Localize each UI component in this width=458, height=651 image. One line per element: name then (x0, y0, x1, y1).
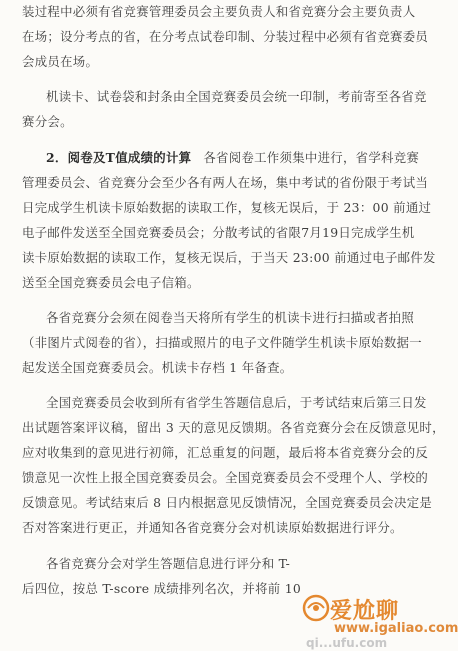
text-run: 各省阅卷工作须集中进行，省学科竞赛 (203, 150, 420, 165)
text-line: 在场；设分考点的省，在分考点试卷印制、分装过程中必须有省竞赛委员 (22, 29, 429, 44)
text-line: 管理委员会、省竞赛分会至少各有两人在场，集中考试的省份限于考试当 (22, 175, 429, 190)
text-line: 各省竞赛分会对学生答题信息进行评分和 T- (46, 556, 291, 571)
text-line: 馈意见一次性上报全国竞赛委员会。全国竞赛委员会不受理个人、学校的 (22, 470, 429, 485)
text-line: 出试题答案评议稿，留出 3 天的意见反馈期。各省竞赛分会在反馈意见时， (22, 420, 445, 435)
text-line: 电子邮件发送至全国竞赛委员会；分散考试的省限7月19日完成学生机 (22, 225, 415, 240)
text-line: 全国竞赛委员会收到所有省学生答题信息后，于考试结束后第三日发 (46, 395, 427, 410)
watermark-url-secondary: qi...ufu.com (306, 636, 388, 650)
section-heading-line (46, 150, 419, 166)
text-line: （非图片式阅卷的省），扫描或照片的电子文件随学生机读卡原始数据一 (22, 335, 422, 350)
text-line: 送至全国竞赛委员会电子信箱。 (22, 275, 200, 290)
watermark (300, 590, 458, 651)
text-line: 起发送全国竞赛委员会。机读卡存档 1 年备查。 (22, 360, 293, 375)
text-line: 应对收集到的意见进行初筛，汇总重复的问题，最后将本省竞赛分会的反 (22, 445, 429, 460)
text-line: 各省竞赛分会须在阅卷当天将所有学生的机读卡进行扫描或者拍照 (46, 310, 415, 325)
watermark-logo-icon (300, 590, 443, 651)
text-line: 机读卡、试卷袋和封条由全国竞赛委员会统一印制，考前寄至各省竞 (46, 89, 427, 104)
watermark-url: www.igaliao.com (334, 621, 458, 636)
text-line: 装过程中必须有省竞赛管理委员会主要负责人和省竞赛分会主要负责人 (22, 4, 416, 19)
text-line: 日完成学生机读卡原始数据的读取工作，复核无误后，于 23：00 前通过 (22, 200, 432, 215)
section-heading: 2．阅卷及T值成绩的计算 (46, 150, 192, 165)
text-line: 赛分会。 (22, 114, 73, 129)
text-line: 否对答案进行更正，并通知各省竞赛分会对机读原始数据进行评分。 (22, 520, 403, 535)
text-line: 后四位，按总 T-score 成绩排列名次，并将前 10 (22, 581, 302, 596)
watermark-logo-text: 爱尬聊 (330, 599, 400, 624)
text-line: 会成员在场。 (22, 54, 99, 69)
text-line: 读卡原始数据的读取工作，复核无误后，于当天 23:00 前通过电子邮件发 (22, 250, 436, 265)
text-line: 反馈意见。考试结束后 8 日内根据意见反馈情况，全国竞赛委员会决定是 (22, 495, 433, 510)
